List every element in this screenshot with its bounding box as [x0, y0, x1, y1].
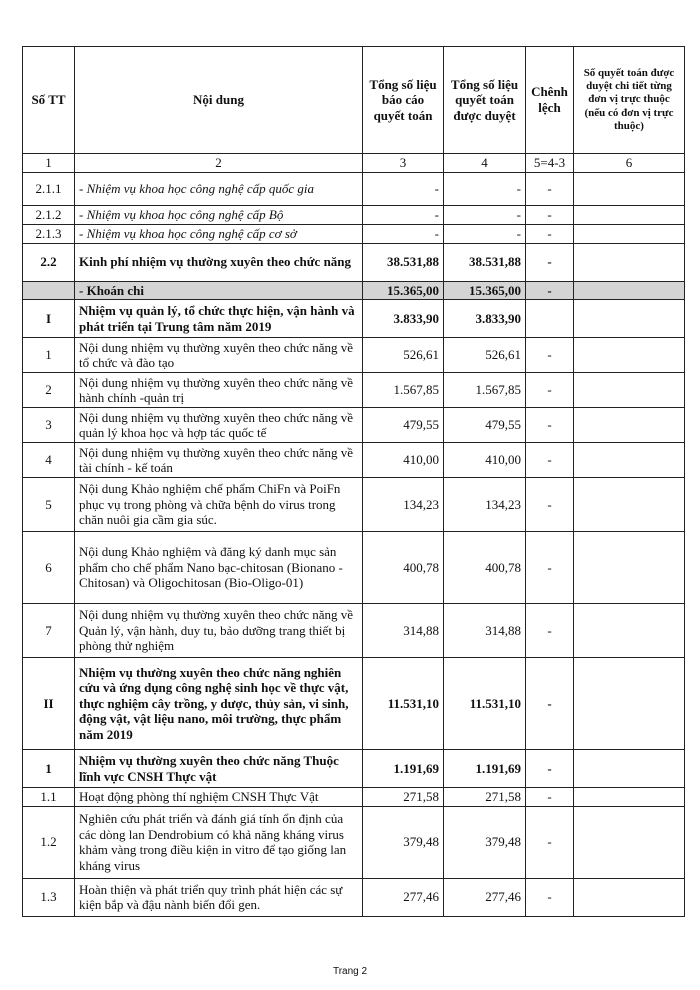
table-body — [23, 172, 685, 916]
row-content: Nội dung nhiệm vụ thường xuyên theo chức năng về Quản lý, vận hành, duy tu, bảo dưỡng trang thiết bị phòng thử nghiệm — [75, 604, 363, 658]
detail-value — [574, 373, 685, 408]
column-index-row — [23, 154, 685, 173]
row-content: Nội dung nhiệm vụ thường xuyên theo chức năng về tài chính - kế toán — [75, 443, 363, 478]
detail-value — [574, 750, 685, 788]
row-content: Nghiên cứu phát triển và đánh giá tính ổn định của các dòng lan Dendrobium có khả năng kháng virus khảm vàng trong điều kiện in vitro để tạo giống lan kháng virus — [75, 806, 363, 878]
reported-value: 38.531,88 — [363, 243, 444, 281]
detail-value — [574, 243, 685, 281]
row-number: 1.1 — [23, 788, 75, 807]
detail-value — [574, 532, 685, 604]
difference-value: - — [526, 750, 574, 788]
row-content: Nhiệm vụ quản lý, tổ chức thực hiện, vận hành và phát triển tại Trung tâm năm 2019 — [75, 300, 363, 338]
header-content: Nội dung — [75, 47, 363, 154]
row-content: - Nhiệm vụ khoa học công nghệ cấp quốc gia — [75, 172, 363, 205]
difference-value: - — [526, 443, 574, 478]
table-row — [23, 205, 685, 224]
difference-value: - — [526, 878, 574, 916]
row-number: 2.1.3 — [23, 224, 75, 243]
detail-value — [574, 806, 685, 878]
page-number: Trang 2 — [332, 966, 368, 977]
header-row — [23, 47, 685, 154]
detail-value — [574, 205, 685, 224]
reported-value: 277,46 — [363, 878, 444, 916]
approved-value: - — [444, 205, 526, 224]
difference-value: - — [526, 338, 574, 373]
difference-value: - — [526, 281, 574, 300]
difference-value: - — [526, 243, 574, 281]
row-number: II — [23, 658, 75, 750]
reported-value: 1.191,69 — [363, 750, 444, 788]
index-cell: 6 — [574, 154, 685, 173]
row-content: Nhiệm vụ thường xuyên theo chức năng nghiên cứu và ứng dụng công nghệ sinh học về thực vật, thực nghiệm cây trồng, y dược, thủy sản, vi sinh, động vật, vật liệu nano, môi trường, thực phẩm năm 2019 — [75, 658, 363, 750]
reported-value: - — [363, 205, 444, 224]
table-row — [23, 281, 685, 300]
difference-value: - — [526, 478, 574, 532]
difference-value: - — [526, 205, 574, 224]
approved-value: 400,78 — [444, 532, 526, 604]
table-row — [23, 443, 685, 478]
difference-value: - — [526, 532, 574, 604]
approved-value: 314,88 — [444, 604, 526, 658]
difference-value: - — [526, 658, 574, 750]
approved-value: 134,23 — [444, 478, 526, 532]
index-cell: 5=4-3 — [526, 154, 574, 173]
row-content: - Nhiệm vụ khoa học công nghệ cấp Bộ — [75, 205, 363, 224]
row-number: 2.1.1 — [23, 172, 75, 205]
table-row — [23, 172, 685, 205]
table-row — [23, 408, 685, 443]
table-row — [23, 788, 685, 807]
row-content: Nội dung Khảo nghiệm chế phẩm ChiFn và PoiFn phục vụ trong phòng và chữa bệnh do virus trong chăn nuôi gia cầm gia súc. — [75, 478, 363, 532]
index-cell: 2 — [75, 154, 363, 173]
difference-value: - — [526, 373, 574, 408]
detail-value — [574, 338, 685, 373]
detail-value — [574, 658, 685, 750]
table-row — [23, 604, 685, 658]
reported-value: 3.833,90 — [363, 300, 444, 338]
header-reported: Tổng số liệu báo cáo quyết toán — [363, 47, 444, 154]
row-content: Nội dung nhiệm vụ thường xuyên theo chức năng về hành chính -quản trị — [75, 373, 363, 408]
detail-value — [574, 281, 685, 300]
difference-value: - — [526, 408, 574, 443]
row-number: 4 — [23, 443, 75, 478]
index-cell: 3 — [363, 154, 444, 173]
approved-value: 277,46 — [444, 878, 526, 916]
row-number: 2 — [23, 373, 75, 408]
reported-value: 11.531,10 — [363, 658, 444, 750]
approved-value: 15.365,00 — [444, 281, 526, 300]
row-number: 5 — [23, 478, 75, 532]
table-row — [23, 658, 685, 750]
reported-value: 271,58 — [363, 788, 444, 807]
approved-value: 479,55 — [444, 408, 526, 443]
difference-value: - — [526, 806, 574, 878]
row-number: I — [23, 300, 75, 338]
difference-value: - — [526, 224, 574, 243]
approved-value: 38.531,88 — [444, 243, 526, 281]
table-row — [23, 373, 685, 408]
row-number: 1 — [23, 750, 75, 788]
approved-value: 526,61 — [444, 338, 526, 373]
approved-value: 379,48 — [444, 806, 526, 878]
reported-value: 1.567,85 — [363, 373, 444, 408]
table-row — [23, 878, 685, 916]
row-content: Hoàn thiện và phát triển quy trình phát hiện các sự kiện bắp và đậu nành biến đổi gen. — [75, 878, 363, 916]
table-row — [23, 300, 685, 338]
approved-value: - — [444, 224, 526, 243]
approved-value: 410,00 — [444, 443, 526, 478]
difference-value: - — [526, 604, 574, 658]
table-row — [23, 224, 685, 243]
settlement-table — [22, 46, 685, 917]
detail-value — [574, 788, 685, 807]
reported-value: - — [363, 224, 444, 243]
header-approved: Tổng số liệu quyết toán được duyệt — [444, 47, 526, 154]
approved-value: 271,58 — [444, 788, 526, 807]
detail-value — [574, 443, 685, 478]
reported-value: 379,48 — [363, 806, 444, 878]
table-row — [23, 806, 685, 878]
table-row — [23, 243, 685, 281]
row-content: - Nhiệm vụ khoa học công nghệ cấp cơ sở — [75, 224, 363, 243]
row-content: Nội dung nhiệm vụ thường xuyên theo chức năng về quản lý khoa học và hợp tác quốc tế — [75, 408, 363, 443]
table-row — [23, 338, 685, 373]
table-row — [23, 478, 685, 532]
row-number: 3 — [23, 408, 75, 443]
index-cell: 1 — [23, 154, 75, 173]
table-row — [23, 750, 685, 788]
reported-value: 134,23 — [363, 478, 444, 532]
reported-value: 410,00 — [363, 443, 444, 478]
detail-value — [574, 878, 685, 916]
reported-value: 314,88 — [363, 604, 444, 658]
reported-value: 15.365,00 — [363, 281, 444, 300]
row-number: 1.3 — [23, 878, 75, 916]
approved-value: 1.191,69 — [444, 750, 526, 788]
header-stt: Số TT — [23, 47, 75, 154]
approved-value: 11.531,10 — [444, 658, 526, 750]
reported-value: 526,61 — [363, 338, 444, 373]
detail-value — [574, 300, 685, 338]
row-number: 7 — [23, 604, 75, 658]
reported-value: 400,78 — [363, 532, 444, 604]
header-difference: Chênh lệch — [526, 47, 574, 154]
reported-value: 479,55 — [363, 408, 444, 443]
reported-value: - — [363, 172, 444, 205]
row-number: 2.1.2 — [23, 205, 75, 224]
row-number: 6 — [23, 532, 75, 604]
approved-value: 3.833,90 — [444, 300, 526, 338]
row-content: Nội dung nhiệm vụ thường xuyên theo chức năng về tổ chức và đào tạo — [75, 338, 363, 373]
detail-value — [574, 408, 685, 443]
row-number: 1 — [23, 338, 75, 373]
row-content: - Khoán chi — [75, 281, 363, 300]
row-content: Hoạt động phòng thí nghiệm CNSH Thực Vật — [75, 788, 363, 807]
row-content: Kinh phí nhiệm vụ thường xuyên theo chức năng — [75, 243, 363, 281]
detail-value — [574, 172, 685, 205]
table-row — [23, 532, 685, 604]
row-number — [23, 281, 75, 300]
approved-value: - — [444, 172, 526, 205]
row-content: Nội dung Khảo nghiệm và đăng ký danh mục sản phẩm cho chế phẩm Nano bạc-chitosan (Bionano -Chitosan) và Oligochitosan (Bio-Oligo-01) — [75, 532, 363, 604]
difference-value — [526, 300, 574, 338]
index-cell: 4 — [444, 154, 526, 173]
row-content: Nhiệm vụ thường xuyên theo chức năng Thuộc lĩnh vực CNSH Thực vật — [75, 750, 363, 788]
detail-value — [574, 604, 685, 658]
header-detail: Số quyết toán được duyệt chi tiết từng đơn vị trực thuộc (nếu có đơn vị trực thuộc) — [574, 47, 685, 154]
detail-value — [574, 478, 685, 532]
detail-value — [574, 224, 685, 243]
difference-value: - — [526, 172, 574, 205]
difference-value: - — [526, 788, 574, 807]
row-number: 1.2 — [23, 806, 75, 878]
row-number: 2.2 — [23, 243, 75, 281]
approved-value: 1.567,85 — [444, 373, 526, 408]
